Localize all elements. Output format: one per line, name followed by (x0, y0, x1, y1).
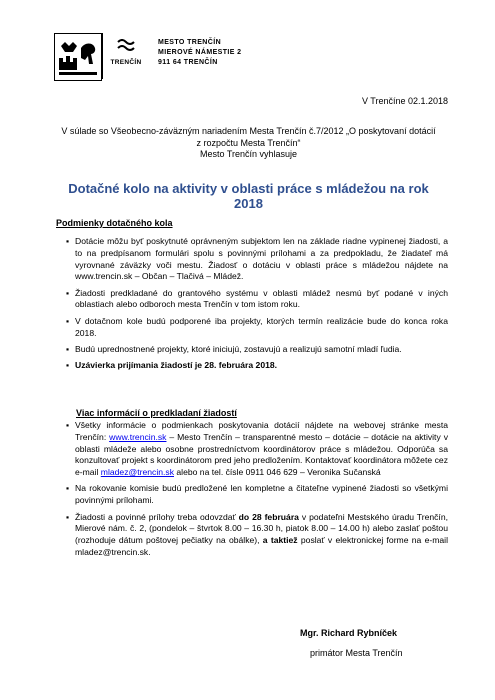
bullet-icon: ▪ (66, 483, 70, 494)
list-item-deadline (66, 360, 448, 372)
email-link[interactable]: mladez@trencin.sk (100, 467, 174, 478)
bullet-icon: ▪ (66, 236, 70, 246)
list-item-text: alebo na tel. čísle 0911 046 629 – Veronika Sučanská (174, 467, 381, 478)
city-address (158, 38, 241, 68)
brand-mark-icon (117, 39, 135, 53)
deadline-text: Uzávierka prijímania žiadostí je 28. februára 2018. (75, 360, 278, 371)
list-item (66, 344, 448, 356)
bullet-icon: ▪ (66, 511, 70, 522)
list-item (66, 512, 448, 559)
deadline-emphasis: do 28 februára (238, 511, 299, 522)
intro-line: Mesto Trenčín vyhlasuje (199, 149, 298, 159)
list-item-text: poslať v elektronickej forme na e-mail mladez@trencin.sk. (75, 535, 448, 557)
conditions-list (66, 236, 448, 376)
list-item-text: V dotačnom kole budú podporené iba projekty, ktorých termín realizácie bude do konca roka 2018. (75, 315, 448, 338)
info-list (66, 420, 448, 563)
list-item-text: Žiadosti a povinné prílohy treba odovzdať (75, 511, 239, 522)
list-item-text: Všetky informácie o podmienkach poskytovania dotácií nájdete na webovej stránke mesta Trenčín: (75, 420, 448, 442)
list-item (66, 316, 448, 340)
list-item-text: Žiadosti predkladané do grantového systému v oblasti mládež nesmú byť podané v iných oblastiach alebo odboroch mesta Trenčín v tom istom roku. (75, 287, 448, 310)
bullet-icon: ▪ (66, 315, 70, 326)
intro-line: V súlade so Všeobecno-záväzným nariadením Mesta Trenčín č.7/2012 „O poskytovaní dotácií (61, 126, 436, 136)
bullet-icon: ▪ (66, 360, 70, 371)
list-item (66, 236, 448, 283)
signatory-name: Mgr. Richard Rybníček (300, 628, 398, 638)
intro-line: z rozpočtu Mesta Trenčín“ (196, 137, 301, 148)
document-title: Dotačné kolo na aktivity v oblasti práce s mládežou na rok 2018 (68, 181, 429, 211)
address-line: MIEROVÉ NÁMESTIE 2 (158, 49, 242, 56)
brand-logo (104, 33, 148, 79)
list-item (66, 420, 448, 479)
address-line: 911 64 TRENČÍN (158, 59, 218, 66)
section-heading-more-info: Viac informácií o predkladaní žiadostí (76, 408, 237, 418)
bullet-icon: ▪ (66, 287, 70, 298)
website-link[interactable]: www.trencin.sk (109, 431, 167, 442)
list-item-text: – Mesto Trenčín – transparentné mesto – dotácie – dotácie na aktivity v oblasti mládeže alebo osobne prostredníctvom koordinátorov práce s mládežou. Odporúča sa konzultovať projekt s koordinátorom pred jeho predložením. Kontaktovať koordinátora môžete cez e-mail (75, 431, 448, 478)
header-divider (102, 33, 103, 79)
bullet-icon: ▪ (66, 343, 70, 354)
emphasis-text: a taktiež (262, 535, 298, 546)
address-line: MESTO TRENČÍN (158, 39, 222, 46)
list-item-text: Budú uprednostnené projekty, ktoré iniciujú, zostavujú a realizujú samotní mladí ľudia. (75, 343, 402, 354)
signatory-role: primátor Mesta Trenčín (310, 648, 403, 658)
list-item-text: Dotácie môžu byť poskytnuté oprávneným subjektom len na základe riadne vypinenej žiadosti, a to na predpísanom formulári spolu s povinnými prílohami a za predpokladu, že žiadateľ má vyrovnané záväzky voči mestu. Žiadosť o dotáciu v oblasti práce s mládežou nájdete na www.trencin.sk – Občan – Tlačivá – Mládež. (75, 236, 448, 282)
list-item-text: Na rokovanie komisie budú predložené len kompletne a čitateľne vypinené žiadosti so všetkými povinnými prílohami. (75, 483, 448, 506)
brand-name: TRENČÍN (110, 59, 142, 66)
list-item-text: v podateľni Mestského úradu Trenčín, Mierové nám. č. 2, (pondelok – štvrtok 8.00 – 16.30 h, piatok 8.00 – 14.00 h) alebo zaslať poštou (rozhoduje dátum poštovej pečiatky na obálke), (75, 511, 448, 546)
bullet-icon: ▪ (66, 420, 70, 430)
intro-paragraph (56, 126, 441, 161)
section-heading-conditions: Podmienky dotačného kola (56, 218, 173, 228)
list-item (66, 483, 448, 507)
document-date: V Trenčíne 02.1.2018 (361, 96, 448, 106)
city-coat-of-arms-emblem (54, 33, 102, 81)
list-item (66, 288, 448, 312)
